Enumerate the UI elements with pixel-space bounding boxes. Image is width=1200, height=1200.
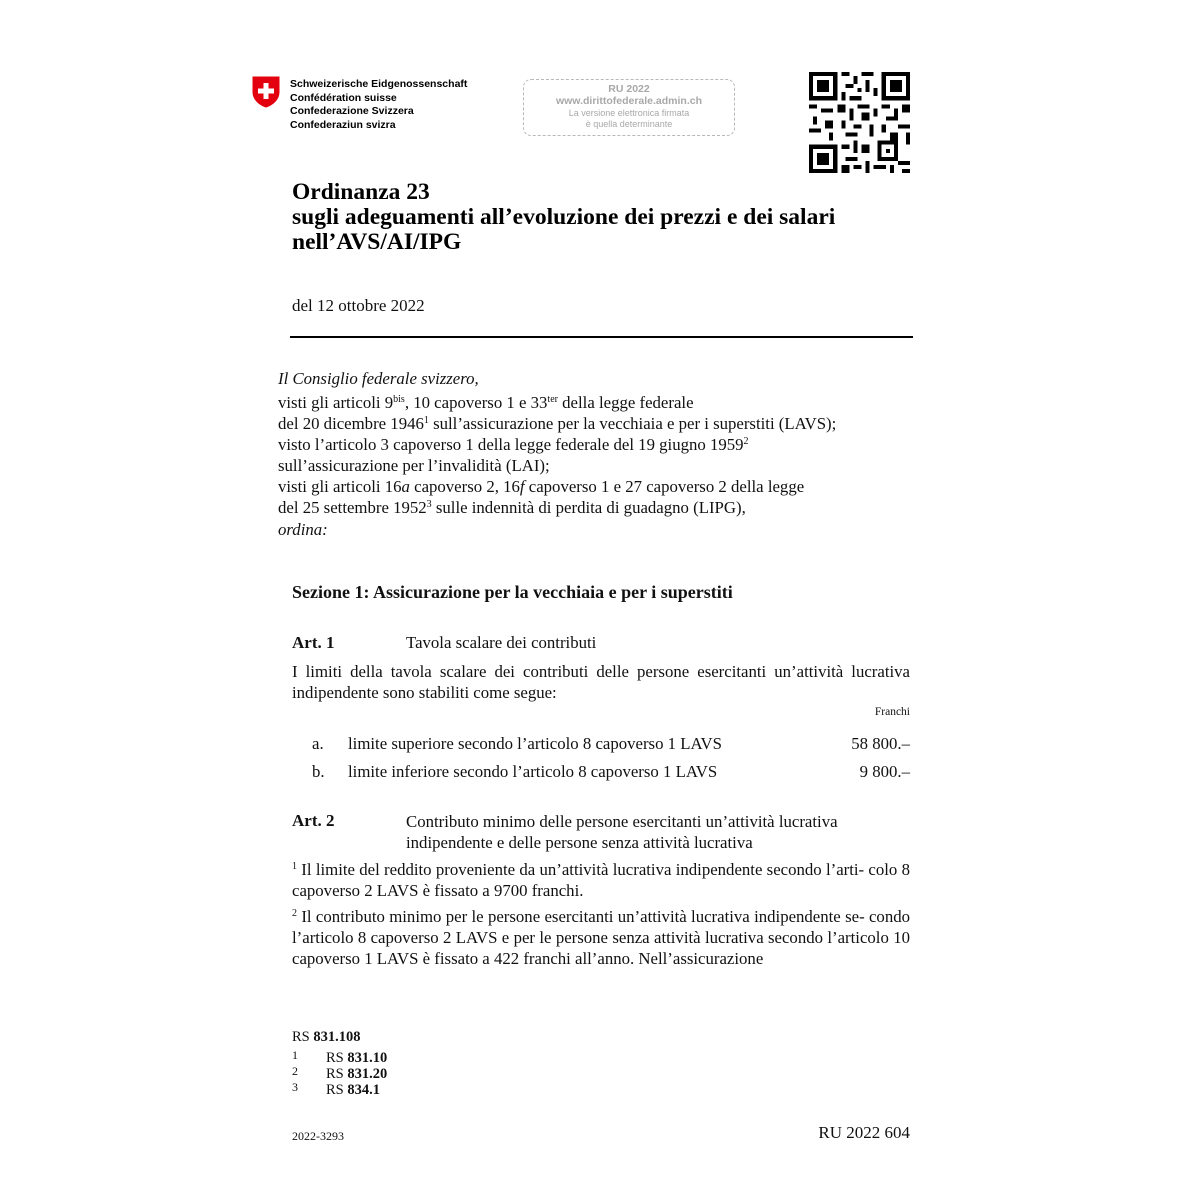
article-2-paragraph-2: [292, 906, 910, 969]
text-span: del 20 dicembre 1946: [278, 414, 424, 433]
qr-code-icon: [809, 72, 910, 173]
footnote-ref: 3: [426, 499, 432, 510]
stamp-line-4: è quella determinante: [585, 119, 673, 129]
divider: [290, 336, 913, 338]
stamp-line-1: RU 2022: [608, 83, 650, 95]
text-span: capoverso 1 e 27 capoverso 2 della legge: [524, 477, 805, 496]
article-2-number: Art. 2: [292, 811, 335, 830]
article-1-title: Tavola scalare dei contributi: [406, 633, 597, 652]
row-amount: 9 800.–: [859, 762, 910, 781]
footnote-label: RS: [326, 1082, 344, 1098]
footnote-number: 1: [292, 1048, 298, 1062]
row-text: limite superiore secondo l’articolo 8 capoverso 1 LAVS: [348, 734, 722, 753]
footnote-number: 2: [292, 1064, 298, 1078]
agency-line-it: Confederazione Svizzera: [290, 105, 414, 117]
preamble-line-5: [278, 476, 918, 497]
text-span: della legge federale: [557, 393, 694, 412]
preamble-intro: Il Consiglio federale svizzero,: [278, 369, 479, 388]
title-line-1: Ordinanza 23: [292, 179, 430, 205]
rs-label: RS: [292, 1029, 310, 1045]
unit-label: Franchi: [874, 706, 910, 718]
preamble-line-2: [278, 413, 918, 434]
preamble-ordina: ordina:: [278, 520, 328, 539]
footnote-label: RS: [326, 1050, 344, 1066]
footnote-ref-number: 834.1: [347, 1082, 380, 1098]
footnote-ref: 1: [423, 415, 429, 426]
document-date: del 12 ottobre 2022: [292, 296, 425, 315]
row-amount: 58 800.–: [851, 734, 910, 753]
text-span: visto l’articolo 3 capoverso 1 della legge federale del 19 giugno 1959: [278, 435, 744, 454]
table-row: [292, 762, 910, 786]
preamble-line-1: [278, 392, 918, 413]
rs-number: 831.108: [313, 1029, 361, 1045]
table-row: [292, 734, 910, 758]
paragraph-number: 2: [292, 908, 297, 919]
row-letter: b.: [312, 762, 325, 781]
article-1-text: I limiti della tavola scalare dei contributi delle persone esercitanti un’attività lucrativa indipendente sono stabiliti come segue:: [292, 662, 910, 702]
article-2-paragraph-1: [292, 859, 910, 901]
text-span: visti gli articoli 16: [278, 477, 402, 496]
agency-line-de: Schweizerische Eidgenossenschaft: [290, 78, 468, 90]
preamble-considerations: [278, 392, 918, 518]
text-span: sull’assicurazione per la vecchiaia e per i superstiti (LAVS);: [428, 414, 837, 433]
italic-letter: f: [519, 477, 525, 496]
official-publication-stamp: [523, 79, 735, 136]
agency-line-rm: Confederaziun svizra: [290, 118, 396, 131]
article-1-number: Art. 1: [292, 633, 335, 652]
preamble-line-4: sull’assicurazione per l’invalidità (LAI);: [278, 456, 550, 475]
agency-line-fr: Confédération suisse: [290, 91, 397, 104]
article-2-title-line-2: indipendente e delle persone senza attività lucrativa: [406, 833, 753, 852]
text-span: capoverso 2, 16: [409, 477, 520, 496]
footnote-ref-number: 831.10: [347, 1050, 388, 1066]
superscript: bis: [393, 394, 405, 405]
article-2-title-line-1: Contributo minimo delle persone esercitanti un’attività lucrativa: [406, 812, 838, 831]
paragraph-number: 1: [292, 861, 297, 872]
stamp-line-2: www.dirittofederale.admin.ch: [555, 95, 703, 107]
italic-letter: a: [401, 477, 410, 496]
row-letter: a.: [312, 734, 324, 753]
swiss-crest-icon: [252, 76, 280, 108]
section-heading: Sezione 1: Assicurazione per la vecchiaia e per i superstiti: [292, 582, 733, 602]
footnote-ref-number: 831.20: [347, 1066, 388, 1082]
page-reference: RU 2022 604: [818, 1123, 910, 1142]
paragraph-text: Il contributo minimo per le persone esercitanti un’attività lucrativa indipendente se- condo l’articolo 8 capoverso 2 LAVS e per le persone senza attività lucrativa secondo l’articolo 10 capoverso 1 LAVS è fissato a 422 franchi all’anno. Nell’assicurazione: [292, 907, 910, 968]
agency-name: [290, 78, 467, 132]
text-span: del 25 settembre 1952: [278, 498, 427, 517]
preamble-line-6: [278, 497, 918, 518]
text-span: sulle indennità di perdita di guadagno (LIPG),: [431, 498, 746, 517]
footnote-number: 3: [292, 1080, 298, 1094]
paragraph-text: Il limite del reddito proveniente da un’attività lucrativa indipendente secondo l’arti- colo 8 capoverso 2 LAVS è fissato a 9700 franchi.: [292, 860, 910, 900]
text-span: , 10 capoverso 1 e 33: [404, 393, 548, 412]
footnote-label: RS: [326, 1066, 344, 1082]
footnote-ref: 2: [743, 436, 749, 447]
stamp-line-3: La versione elettronica firmata: [568, 108, 690, 118]
document-title: [292, 180, 835, 255]
preamble-line-3: [278, 434, 918, 455]
footnote: [292, 1079, 380, 1098]
superscript: ter: [547, 394, 558, 405]
systematic-reference: [292, 1029, 361, 1045]
row-text: limite inferiore secondo l’articolo 8 capoverso 1 LAVS: [348, 762, 718, 781]
text-span: visti gli articoli 9: [278, 393, 394, 412]
title-line-3: nell’AVS/AI/IPG: [292, 229, 462, 255]
document-number: 2022-3293: [292, 1129, 344, 1143]
title-line-2: sugli adeguamenti all’evoluzione dei prezzi e dei salari: [292, 204, 836, 230]
article-2-title: [406, 811, 838, 853]
